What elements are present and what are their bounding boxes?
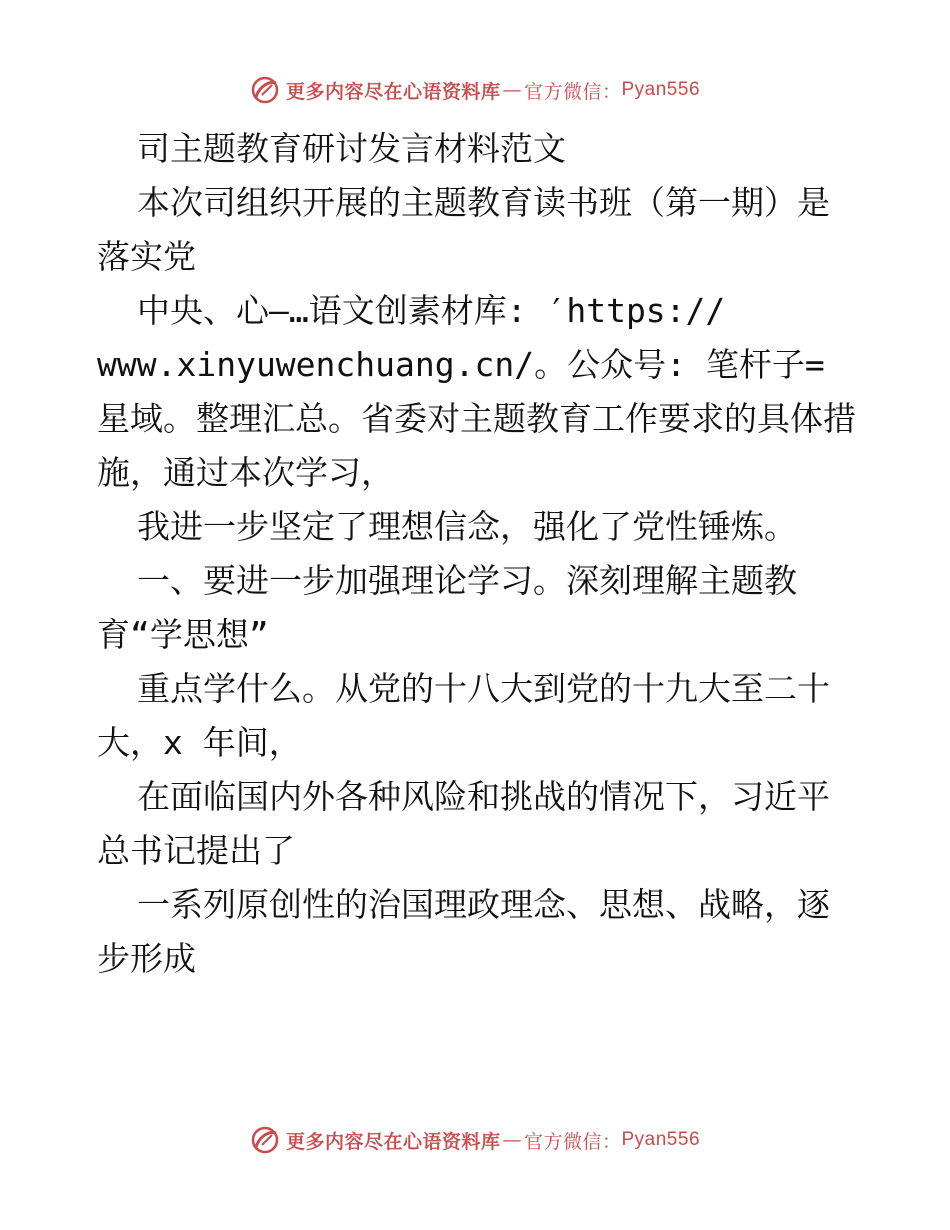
watermark-wechat-label: 官方微信： bbox=[523, 80, 622, 103]
paragraph: www.xinyuwenchuang.cn/。公众号: 笔杆子=星域。整理汇总。省委对主题教育工作要求的具体措施，通过本次学习， bbox=[97, 345, 856, 492]
document-body bbox=[97, 122, 857, 986]
paragraph: 一、要进一步加强理论学习。深刻理解主题教育“学思想” bbox=[97, 561, 797, 654]
watermark-wechat-id: Pyan556 bbox=[621, 1129, 701, 1150]
watermark-text: 更多内容尽在心语资料库 bbox=[285, 80, 501, 103]
paragraph: 本次司组织开展的主题教育读书班（第一期）是落实党 bbox=[97, 183, 830, 276]
brand-logo-icon bbox=[250, 1125, 280, 1155]
watermark-banner-top bbox=[0, 70, 950, 110]
paragraph: 我进一步坚定了理想信念，强化了党性锤炼。 bbox=[137, 507, 797, 546]
watermark-wechat-label: 官方微信： bbox=[523, 1130, 622, 1153]
watermark-text: 更多内容尽在心语资料库 bbox=[285, 1130, 501, 1153]
paragraph: 一系列原创性的治国理政理念、思想、战略，逐步形成 bbox=[97, 885, 830, 978]
brand-logo-icon bbox=[250, 75, 280, 105]
paragraph: 中央、心—…语文创素材库: ′https:// bbox=[137, 291, 726, 330]
watermark-separator: — bbox=[502, 79, 522, 101]
watermark-banner-bottom bbox=[0, 1120, 950, 1160]
document-title: 司主题教育研讨发言材料范文 bbox=[137, 129, 566, 168]
watermark-wechat-id: Pyan556 bbox=[621, 79, 701, 100]
paragraph: 重点学什么。从党的十八大到党的十九大至二十大，x 年间， bbox=[97, 669, 830, 762]
paragraph: 在面临国内外各种风险和挑战的情况下，习近平总书记提出了 bbox=[97, 777, 830, 870]
watermark-separator: — bbox=[502, 1129, 522, 1151]
